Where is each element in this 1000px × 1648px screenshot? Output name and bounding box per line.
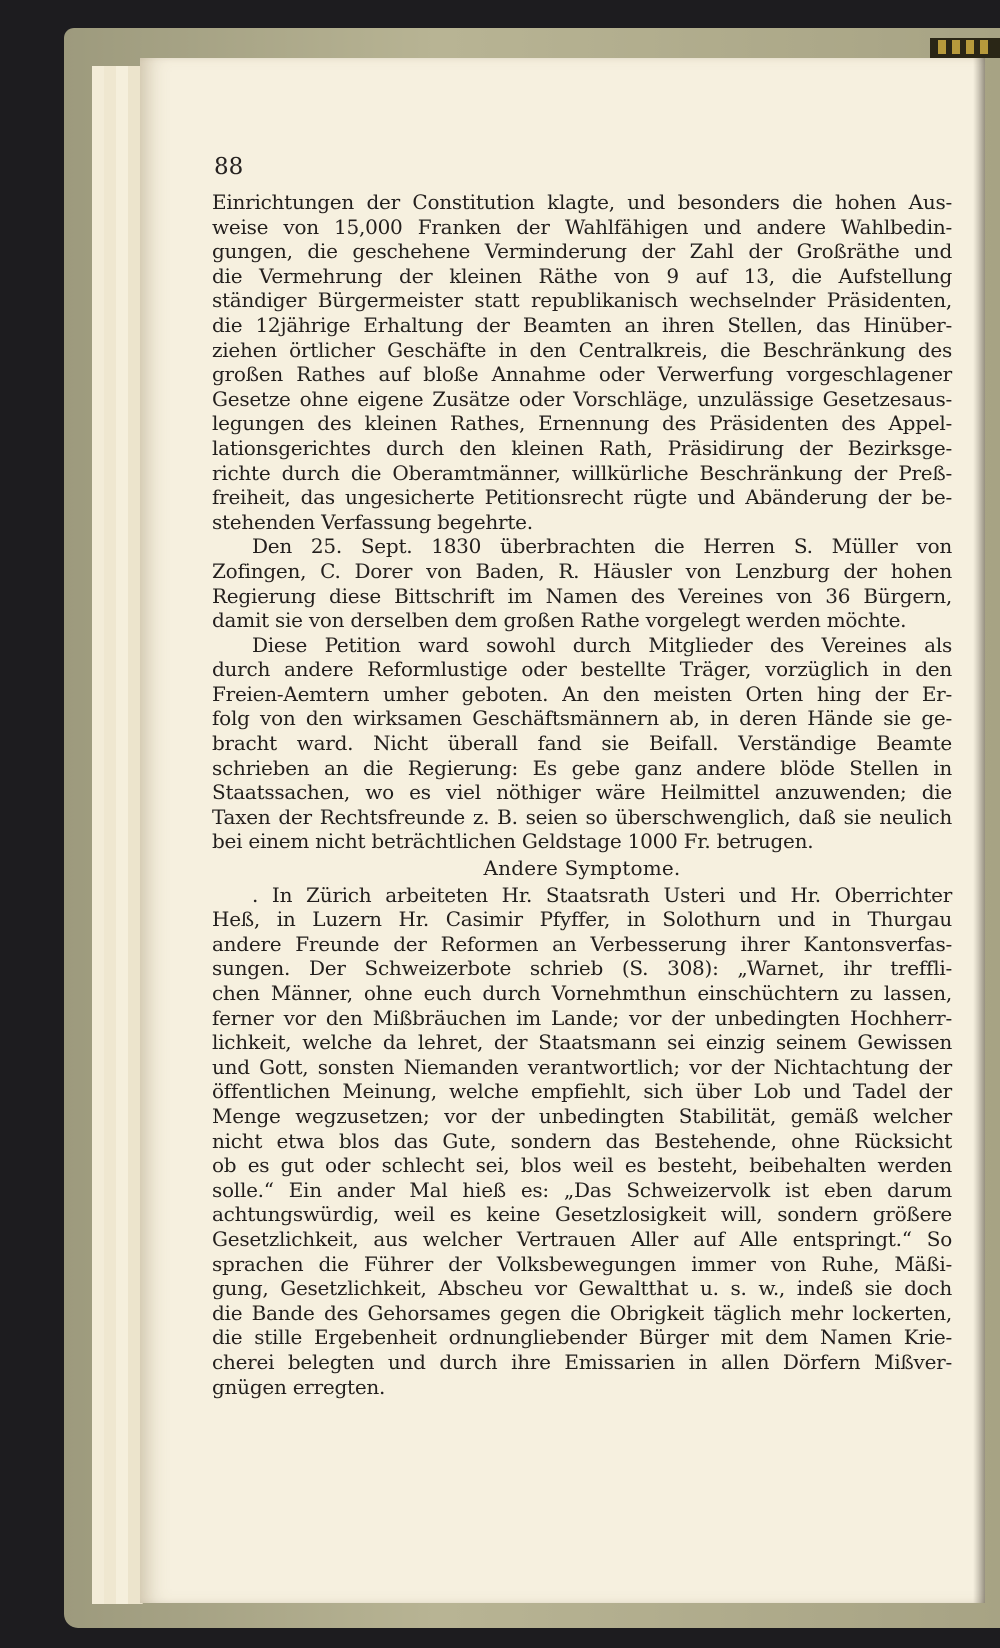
- text-line: sungen. Der Schweizerbote schrieb (S. 308): „Warnet, ihr treffli-: [212, 956, 952, 981]
- paragraph-3: [212, 633, 952, 854]
- text-line: folg von den wirksamen Geschäftsmännern ab, in deren Hände sie ge-: [212, 706, 952, 731]
- text-line: Menge wegzusetzen; vor der unbedingten Stabilität, gemäß welcher: [212, 1103, 952, 1128]
- text-line: . In Zürich arbeiteten Hr. Staatsrath Usteri und Hr. Oberrichter: [252, 882, 952, 907]
- text-line: weise von 15,000 Franken der Wahlfähigen und andere Wahlbedin-: [212, 214, 952, 239]
- text-line: cherei belegten und durch ihre Emissarien in allen Dörfern Mißver-: [212, 1349, 952, 1374]
- text-line: öffentlichen Meinung, welche empfiehlt, sich über Lob und Tadel der: [212, 1079, 952, 1104]
- gutter-shadow: [973, 58, 985, 1603]
- paragraph-4: [212, 883, 952, 1399]
- text-line: lichkeit, welche da lehret, der Staatsmann sei einzig seinem Gewissen: [212, 1030, 952, 1055]
- text-line: stehenden Verfassung begehrte.: [212, 509, 533, 534]
- paragraph-1: [212, 190, 952, 534]
- text-line: schrieben an die Regierung: Es gebe ganz andere blöde Stellen in: [212, 755, 952, 780]
- text-line: richte durch die Oberamtmänner, willkürliche Beschränkung der Preß-: [212, 460, 952, 485]
- text-line: großen Rathes auf bloße Annahme oder Verwerfung vorgeschlagener: [212, 362, 952, 387]
- text-line: die stille Ergebenheit ordnungliebender Bürger mit dem Namen Krie-: [212, 1325, 952, 1350]
- text-line: Zofingen, C. Dorer von Baden, R. Häusler von Lenzburg der hohen: [212, 558, 952, 583]
- text-line: achtungswürdig, weil es keine Gesetzlosigkeit will, sondern größere: [212, 1202, 952, 1227]
- text-line: ob es gut oder schlecht sei, blos weil es besteht, beibehalten werden: [212, 1153, 952, 1178]
- section-heading: Andere Symptome.: [483, 856, 681, 881]
- text-line: Staatssachen, wo es viel nöthiger wäre Heilmittel anzuwenden; die: [212, 780, 952, 805]
- text-line: freiheit, das ungesicherte Petitionsrecht rügte und Abänderung der be-: [212, 485, 952, 510]
- text-line: bracht ward. Nicht überall fand sie Beifall. Verständige Beamte: [212, 731, 952, 756]
- page-number: 88: [214, 154, 244, 180]
- text-line: Gesetzlichkeit, aus welcher Vertrauen Aller auf Alle entspringt.“ So: [212, 1226, 952, 1251]
- text-line: die Bande des Gehorsames gegen die Obrigkeit täglich mehr lockerten,: [212, 1300, 952, 1325]
- text-line: durch andere Reformlustige oder bestellte Träger, vorzüglich in den: [212, 657, 952, 682]
- text-line: Gesetze ohne eigene Zusätze oder Vorschläge, unzulässige Gesetzesaus-: [212, 386, 952, 411]
- text-line: nicht etwa blos das Gute, sondern das Bestehende, ohne Rücksicht: [212, 1128, 952, 1153]
- text-line: chen Männer, ohne euch durch Vornehmthun einschüchtern zu lassen,: [212, 981, 952, 1005]
- text-line: Diese Petition ward sowohl durch Mitglieder des Vereines als: [252, 632, 952, 657]
- text-line: ständiger Bürgermeister statt republikanisch wechselnder Präsidenten,: [212, 288, 952, 313]
- paragraph-2: [212, 534, 952, 632]
- text-line: Heß, in Luzern Hr. Casimir Pfyffer, in Solothurn und in Thurgau: [212, 907, 952, 932]
- text-line: Freien-Aemtern umher geboten. An den meisten Orten hing der Er-: [212, 681, 952, 706]
- text-line: solle.“ Ein ander Mal hieß es: „Das Schweizervolk ist eben darum: [212, 1177, 952, 1202]
- text-line: damit sie von derselben dem großen Rathe vorgelegt werden möchte.: [212, 608, 907, 633]
- text-line: Regierung diese Bittschrift im Namen des Vereines von 36 Bürgern,: [212, 583, 952, 608]
- text-line: die 12jährige Erhaltung der Beamten an ihren Stellen, das Hinüber-: [212, 312, 952, 337]
- text-line: sprachen die Führer der Volksbewegungen immer von Ruhe, Mäßi-: [212, 1251, 952, 1276]
- text-line: die Vermehrung der kleinen Räthe von 9 auf 13, die Aufstellung: [212, 263, 952, 288]
- text-line: bei einem nicht beträchtlichen Geldstage 1000 Fr. betrugen.: [212, 829, 814, 854]
- text-line: gnügen erregten.: [212, 1374, 386, 1399]
- text-line: ziehen örtlicher Geschäfte in den Centralkreis, die Beschränkung des: [212, 337, 952, 362]
- text-line: Einrichtungen der Constitution klagte, und besonders die hohen Aus-: [212, 190, 952, 214]
- text-line: Taxen der Rechtsfreunde z. B. seien so überschwenglich, daß sie neulich: [212, 804, 952, 829]
- text-line: ferner vor den Mißbräuchen im Lande; vor der unbedingten Hochherr-: [212, 1005, 952, 1030]
- text-line: gung, Gesetzlichkeit, Abscheu vor Gewaltthat u. s. w., indeß sie doch: [212, 1276, 952, 1301]
- book-page: [140, 58, 985, 1603]
- spine-label: [930, 38, 1000, 58]
- text-line: andere Freunde der Reformen an Verbesserung ihrer Kantonsverfas-: [212, 931, 952, 956]
- text-line: Den 25. Sept. 1830 überbrachten die Herren S. Müller von: [252, 534, 952, 559]
- page-text: [212, 190, 952, 1399]
- text-line: und Gott, sonsten Niemanden verantwortlich; vor der Nichtachtung der: [212, 1054, 952, 1079]
- text-line: legungen des kleinen Rathes, Ernennung des Präsidenten des Appel-: [212, 411, 952, 436]
- text-line: lationsgerichtes durch den kleinen Rath, Präsidirung der Bezirksge-: [212, 435, 952, 460]
- text-line: gungen, die geschehene Verminderung der Zahl der Großräthe und: [212, 239, 952, 264]
